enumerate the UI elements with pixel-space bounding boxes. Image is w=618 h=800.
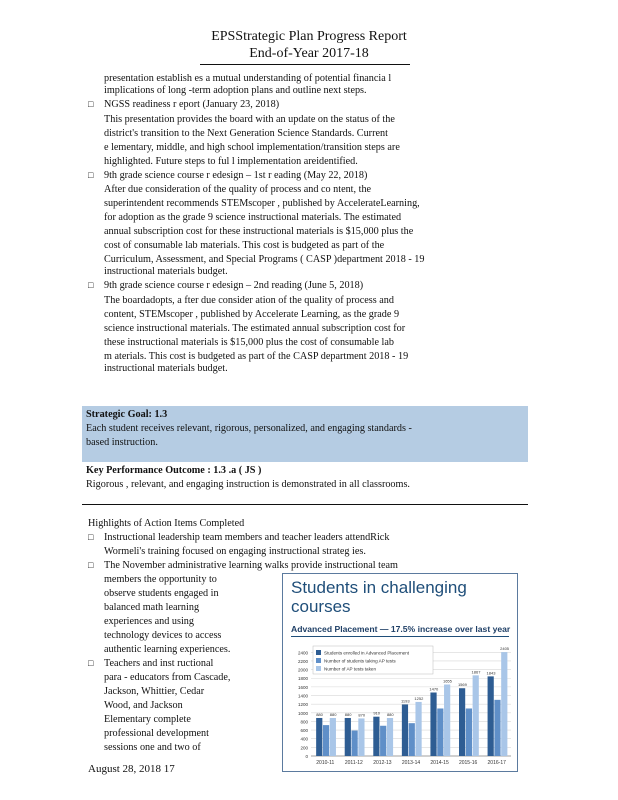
bullet-icon: □ bbox=[88, 170, 94, 180]
y-tick-label: 600 bbox=[300, 728, 308, 734]
item-ngss-line: highlighted. Future steps to ful l implementation areidentified. bbox=[104, 156, 358, 167]
highlights-heading: Highlights of Action Items Completed bbox=[88, 518, 245, 529]
data-label: 1252 bbox=[414, 695, 424, 701]
chart-subtitle: Advanced Placement — 17.5% increase over last year bbox=[291, 624, 511, 634]
data-label: 1470 bbox=[429, 686, 439, 692]
item-second-reading-line: m aterials. This cost is budgeted as part of the CASP department 2018 - 19 bbox=[104, 351, 409, 362]
y-tick-label: 1200 bbox=[297, 702, 308, 708]
highlight-item-line: observe students engaged in bbox=[104, 588, 219, 599]
legend-label: Students enrolled in Advanced Placement bbox=[324, 650, 410, 656]
chart-bar bbox=[409, 723, 415, 756]
data-label: 910 bbox=[373, 710, 381, 716]
data-label: 870 bbox=[358, 712, 366, 718]
item-second-reading-line: The boardadopts, a fter due consider ation of the quality of process and bbox=[104, 295, 394, 306]
highlight-item-line: members the opportunity to bbox=[104, 574, 217, 585]
kpo-heading: Key Performance Outcome : 1.3 .a ( JS ) bbox=[86, 465, 262, 476]
chart-bar bbox=[501, 652, 507, 756]
highlight-item-line: sessions one and two of bbox=[104, 742, 201, 753]
strategic-goal-heading: Strategic Goal: 1.3 bbox=[86, 409, 168, 420]
item-first-reading-title: 9th grade science course r edesign – 1st r eading (May 22, 2018) bbox=[104, 170, 368, 181]
y-tick-label: 1600 bbox=[297, 684, 308, 690]
chart-bar bbox=[358, 718, 364, 756]
data-label: 1193 bbox=[400, 698, 410, 704]
item-ngss-line: e lementary, middle, and high school implementation/transition steps are bbox=[104, 142, 400, 153]
y-tick-label: 2000 bbox=[297, 667, 308, 673]
item-second-reading-line: science instructional materials. The estimated annual subscription cost for bbox=[104, 323, 406, 334]
report-title: EPSStrategic Plan Progress Report bbox=[211, 29, 407, 44]
y-tick-label: 200 bbox=[300, 745, 308, 751]
strategic-goal-box bbox=[82, 406, 528, 462]
report-subtitle: End-of-Year 2017-18 bbox=[249, 46, 369, 61]
item-second-reading-line: instructional materials budget. bbox=[104, 363, 228, 374]
highlight-item-line: professional development bbox=[104, 728, 209, 739]
x-tick-label: 2014-15 bbox=[430, 760, 449, 766]
data-label: 1569 bbox=[457, 682, 467, 688]
chart-bar bbox=[330, 718, 336, 756]
legend-label: Number of students taking AP tests bbox=[324, 658, 396, 664]
highlight-item-line: Jackson, Whittier, Cedar bbox=[104, 686, 205, 697]
x-tick-label: 2016-17 bbox=[487, 760, 506, 766]
section-rule bbox=[82, 504, 528, 505]
chart-bar bbox=[387, 718, 393, 756]
y-tick-label: 400 bbox=[300, 736, 308, 742]
legend-swatch bbox=[316, 658, 321, 663]
chart-bar bbox=[459, 688, 465, 756]
chart-bar bbox=[444, 685, 450, 756]
chart-bar bbox=[430, 692, 436, 756]
highlight-item-line: Instructional leadership team members and teacher leaders attendRick bbox=[104, 532, 390, 543]
chart-bar bbox=[352, 731, 358, 756]
chart-bar bbox=[466, 708, 472, 756]
item-ngss-line: This presentation provides the board with an update on the status of the bbox=[104, 114, 395, 125]
data-label: 880 bbox=[386, 711, 394, 717]
data-label: 880 bbox=[316, 711, 323, 717]
y-tick-label: 800 bbox=[300, 719, 308, 725]
chart-bar bbox=[345, 718, 351, 756]
highlight-item-line: technology devices to access bbox=[104, 630, 222, 641]
legend-swatch bbox=[316, 650, 321, 655]
item-ngss-line: district's transition to the Next Generation Science Standards. Current bbox=[104, 128, 388, 139]
bullet-icon: □ bbox=[88, 560, 94, 570]
chart-bar bbox=[373, 717, 379, 756]
y-tick-label: 2400 bbox=[297, 650, 308, 656]
data-label: 1655 bbox=[442, 678, 452, 684]
highlight-item-line: experiences and using bbox=[104, 616, 194, 627]
intro-line-1: presentation establish es a mutual understanding of potential financia l bbox=[104, 73, 392, 84]
legend-label: Number of AP tests taken bbox=[324, 666, 377, 672]
data-label: 880 bbox=[329, 711, 337, 717]
item-first-reading-line: superintendent recommends STEMscoper , published by AccelerateLearning, bbox=[104, 198, 420, 209]
x-tick-label: 2012-13 bbox=[373, 760, 392, 766]
bullet-icon: □ bbox=[88, 532, 94, 542]
highlight-item-line: The November administrative learning walks provide instructional team bbox=[104, 560, 398, 571]
kpo-text: Rigorous , relevant, and engaging instruction is demonstrated in all classrooms. bbox=[86, 479, 410, 490]
x-tick-label: 2010-11 bbox=[316, 760, 335, 766]
highlight-item-line: Elementary complete bbox=[104, 714, 191, 725]
highlight-item-line: Wormeli's training focused on engaging instructional strateg ies. bbox=[104, 546, 366, 557]
bullet-icon: □ bbox=[88, 280, 94, 290]
data-label: 1867 bbox=[471, 669, 481, 675]
data-label: 1843 bbox=[486, 670, 496, 676]
chart-bar bbox=[494, 700, 500, 756]
item-first-reading-line: Curriculum, Assessment, and Special Programs ( CASP )department 2018 - 19 bbox=[104, 254, 425, 265]
y-tick-label: 0 bbox=[305, 754, 308, 759]
x-tick-label: 2013-14 bbox=[401, 760, 421, 766]
y-tick-label: 1800 bbox=[297, 676, 308, 682]
item-first-reading-line: After due consideration of the quality of process and co ntent, the bbox=[104, 184, 372, 195]
highlight-item-line: authentic learning experiences. bbox=[104, 644, 231, 655]
item-first-reading-line: for adoption as the grade 9 science instructional materials. The estimated bbox=[104, 212, 402, 223]
item-second-reading-line: these instructional materials is $15,000 plus the cost of consumable lab bbox=[104, 337, 395, 348]
bullet-icon: □ bbox=[88, 658, 94, 668]
legend-swatch bbox=[316, 666, 321, 671]
item-ngss-title: NGSS readiness r eport (January 23, 2018) bbox=[104, 99, 280, 110]
y-tick-label: 2200 bbox=[297, 658, 308, 664]
chart-plot bbox=[283, 640, 517, 770]
intro-line-2: implications of long -term adoption plans and outline next steps. bbox=[104, 85, 367, 96]
chart-bar bbox=[415, 702, 421, 756]
strategic-goal-text: Each student receives relevant, rigorous, personalized, and engaging standards - bbox=[86, 423, 412, 434]
data-label: 2405 bbox=[500, 646, 510, 652]
y-tick-label: 1000 bbox=[297, 710, 308, 716]
x-tick-label: 2015-16 bbox=[458, 760, 478, 766]
item-second-reading-title: 9th grade science course r edesign – 2nd reading (June 5, 2018) bbox=[104, 280, 364, 291]
item-first-reading-line: cost of consumable lab materials. This cost is budgeted as part of the bbox=[104, 240, 385, 251]
chart-bar bbox=[488, 676, 494, 756]
ap-chart bbox=[282, 573, 518, 772]
bullet-icon: □ bbox=[88, 99, 94, 109]
data-label: 880 bbox=[344, 711, 352, 717]
y-tick-label: 1400 bbox=[297, 693, 308, 699]
strategic-goal-text-cont: based instruction. bbox=[86, 437, 158, 448]
highlight-item-line: para - educators from Cascade, bbox=[104, 672, 231, 683]
footer-date: August 28, 2018 17 bbox=[88, 763, 175, 775]
chart-bar bbox=[402, 704, 408, 756]
chart-title: Students in challenging courses bbox=[291, 578, 467, 616]
item-first-reading-line: annual subscription cost for these instructional materials is $15,000 plus the bbox=[104, 226, 414, 237]
chart-bar bbox=[473, 675, 479, 756]
highlight-item-line: Wood, and Jackson bbox=[104, 700, 183, 711]
highlight-item-line: balanced math learning bbox=[104, 602, 200, 613]
chart-bar bbox=[316, 718, 322, 756]
x-tick-label: 2011-12 bbox=[344, 760, 363, 766]
highlight-item-line: Teachers and inst ructional bbox=[104, 658, 214, 669]
item-first-reading-line: instructional materials budget. bbox=[104, 266, 228, 277]
item-second-reading-line: content, STEMscoper , published by Accelerate Learning, as the grade 9 bbox=[104, 309, 400, 320]
chart-bar bbox=[323, 725, 329, 756]
chart-subtitle-rule bbox=[291, 636, 509, 637]
chart-bar bbox=[437, 708, 443, 756]
chart-bar bbox=[380, 726, 386, 756]
title-rule bbox=[200, 64, 410, 65]
